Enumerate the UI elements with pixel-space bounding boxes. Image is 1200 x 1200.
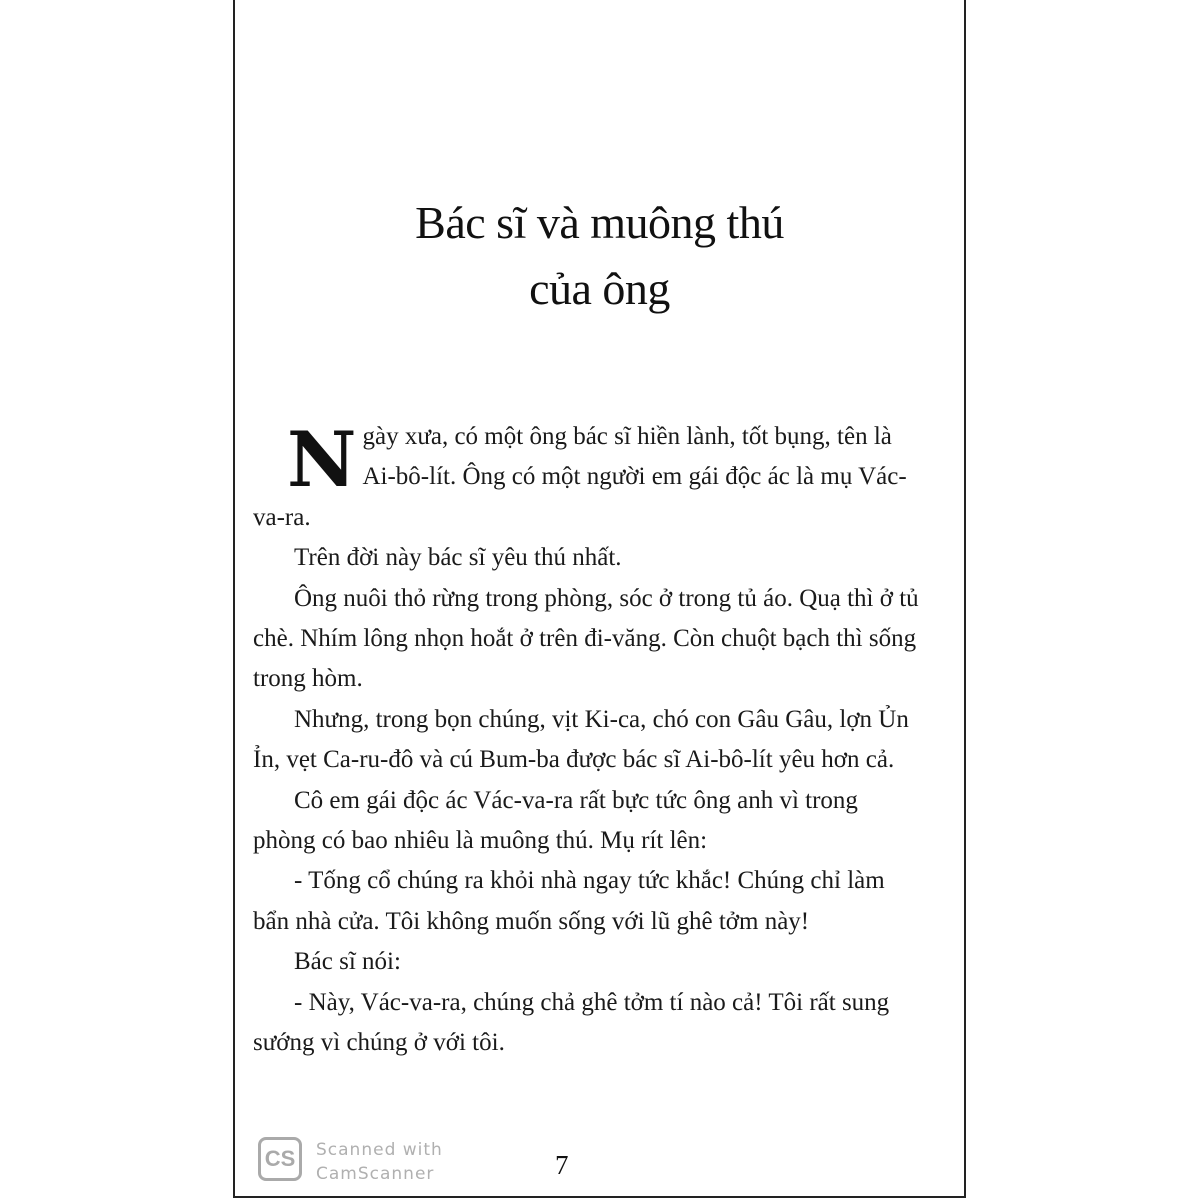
camscanner-logo-icon: CS (258, 1137, 302, 1181)
paragraph-2: Trên đời này bác sĩ yêu thú nhất. (294, 544, 622, 572)
chapter-title-line-2: của ông (529, 263, 670, 314)
scanner-watermark (316, 1138, 443, 1186)
paragraph-4: Nhưng, trong bọn chúng, vịt Ki-ca, chó con Gâu Gâu, lợn Ủn Ỉn, vẹt Ca-ru-đô và cú Bum-ba được bác sĩ Ai-bô-lít yêu hơn cả. (253, 705, 909, 774)
page-number: 7 (555, 1150, 569, 1180)
paragraph-8: - Này, Vác-va-ra, chúng chả ghê tởm tí nào cả! Tôi rất sung sướng vì chúng ở với tôi. (253, 988, 890, 1057)
watermark-line-2: CamScanner (316, 1164, 435, 1184)
paragraph-5: Cô em gái độc ác Vác-va-ra rất bực tức ông anh vì trong phòng có bao nhiêu là muông thú. Mụ rít lên: (253, 786, 858, 855)
paragraph-7: Bác sĩ nói: (294, 948, 401, 976)
drop-cap-letter: N (287, 415, 357, 504)
paragraph-3: Ông nuôi thỏ rừng trong phòng, sóc ở trong tủ áo. Quạ thì ở tủ chè. Nhím lông nhọn hoắt ở trên đi-văng. Còn chuột bạch thì sống trong hòm. (253, 584, 919, 693)
paragraph-1 (253, 417, 926, 538)
chapter-body (253, 417, 926, 1064)
book-page (233, 0, 966, 1198)
watermark-line-1: Scanned with (316, 1140, 443, 1160)
paragraph-1-text: gày xưa, có một ông bác sĩ hiền lành, tốt bụng, tên là Ai-bô-lít. Ông có một người em gái độc ác là mụ Vác-va-ra. (253, 423, 907, 531)
chapter-title (235, 190, 964, 322)
chapter-title-line-1: Bác sĩ và muông thú (415, 197, 784, 248)
paragraph-6: - Tống cổ chúng ra khỏi nhà ngay tức khắc! Chúng chỉ làm bẩn nhà cửa. Tôi không muốn sống với lũ ghê tởm này! (253, 867, 885, 935)
